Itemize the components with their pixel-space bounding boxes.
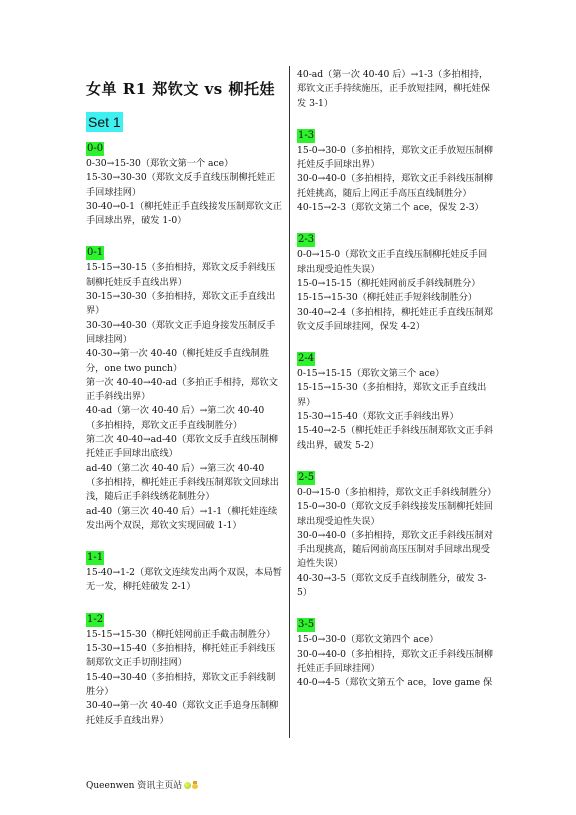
point-description: 30-40→第一次 40-40（郑钦文正手追身压制柳托娃反手直线出界）: [86, 700, 279, 726]
score-group: [297, 612, 493, 690]
column-divider: [289, 66, 290, 738]
set-label: Set 1: [88, 114, 121, 130]
tennis-ball-icon: [184, 782, 191, 789]
point-description: 0-0→15-0（多拍相持，郑钦文正手斜线制胜分）: [297, 486, 497, 498]
point-description: 15-15→15-30（柳托娃网前正手截击制胜分）: [86, 628, 276, 640]
game-score-badge: 3-5: [298, 619, 315, 631]
page-title: 女单 R1 郑钦文 vs 柳托娃: [86, 80, 275, 98]
point-description: 15-40→1-2（郑钦文连续发出两个双误，本局暂无一发，柳托娃破发 2-1）: [86, 567, 282, 593]
game-score-badge: 2-4: [298, 353, 315, 365]
point-description: 15-0→30-0（郑钦文第四个 ace）: [297, 634, 439, 646]
game-score-badge: 2-5: [298, 471, 315, 483]
footer: [86, 780, 198, 792]
game-score-badge: 1-1: [87, 552, 104, 564]
game-score-badge: 1-2: [87, 613, 104, 625]
right-column: [297, 68, 497, 703]
point-description: 15-30→30-30（郑钦文反手直线压制柳托娃正手回球挂网）: [86, 172, 276, 198]
score-group: [86, 240, 282, 533]
right-score-groups: [297, 68, 497, 691]
point-description: 30-0→40-0（多拍相持，郑钦文正手斜线压制柳托娃正手回球挂网）: [297, 648, 493, 674]
score-group: [297, 227, 493, 334]
left-column: [86, 68, 282, 740]
point-description: ad-40（第二次 40-40 后）→第三次 40-40（多拍相持，柳托娃正手斜线压制郑钦文回球出浅，随后正手斜线绣花制胜分）: [86, 462, 279, 503]
point-description: 15-15→15-30（多拍相持，郑钦文正手直线出界）: [297, 382, 487, 408]
game-score-badge: 2-3: [298, 234, 315, 246]
score-group: [297, 346, 493, 453]
point-description: 30-40→0-1（柳托娃正手直线接发压制郑钦文正手回球出界，破发 1-0）: [86, 200, 282, 227]
point-description: 30-30→40-30（郑钦文正手追身接发压制反手回球挂网）: [86, 319, 276, 345]
point-description: 15-30→15-40（多拍相持，柳托娃正手斜线压制郑钦文正手切削挂网）: [86, 643, 276, 669]
point-description: 30-0→40-0（多拍相持，郑钦文正手斜线压制柳托娃挑高，随后上网正手高压直线制胜分）: [297, 173, 493, 199]
point-description: 15-40→30-40（多拍相持，郑钦文正手斜线制胜分）: [86, 671, 276, 697]
score-group: [86, 136, 282, 228]
point-description: 15-0→15-15（柳托娃网前反手斜线制胜分）: [297, 277, 481, 289]
point-description: 0-30→15-30（郑钦文第一个 ace）: [86, 158, 234, 169]
left-score-groups: [86, 136, 282, 728]
game-score-badge: 0-1: [87, 247, 104, 259]
point-description: 0-0→15-0（郑钦文正手直线压制柳托娃反手回球出现受迫性失误）: [297, 249, 488, 275]
point-description: 40-15→2-3（郑钦文第二个 ace，保发 2-3）: [297, 202, 484, 214]
game-score-badge: 0-0: [87, 143, 104, 154]
point-description: 40-30→3-5（郑钦文反手直线制胜分，破发 3-5）: [297, 572, 487, 599]
point-description: ad-40（第三次 40-40 后）→1-1（柳托娃连续发出两个双误，郑钦文实现回破 1-1）: [86, 505, 278, 531]
point-description: 15-0→30-0（郑钦文反手斜线接发压制柳托娃回球出现受迫性失误）: [297, 501, 493, 527]
footer-text: Queenwen 资讯主页站: [86, 781, 183, 791]
point-description: 15-0→30-0（多拍相持，郑钦文正手放短压制柳托娃反手回球出界）: [297, 144, 493, 171]
point-description: 15-40→2-5（柳托娃正手斜线压制郑钦文正手斜线出界，破发 5-2）: [297, 425, 493, 451]
score-group: [297, 123, 493, 215]
point-description: 15-30→15-40（郑钦文正手斜线出界）: [297, 411, 459, 423]
score-group: [86, 607, 282, 728]
point-description: 30-40→2-4（多拍相持，柳托娃正手直线压制郑钦文反手回球挂网，保发 4-2）: [297, 306, 493, 332]
point-description: 第二次 40-40→ad-40（郑钦文反手直线压制柳托娃正手回球出底线）: [86, 434, 278, 460]
point-description: 40-ad（第一次 40-40 后）→第二次 40-40（多拍相持，郑钦文正手直线制胜分）: [86, 405, 265, 431]
point-description: 40-30→第一次 40-40（柳托娃反手直线制胜分，one two punch）: [86, 348, 270, 374]
point-description: 30-0→40-0（多拍相持，郑钦文正手斜线压制对手出现挑高，随后网前高压压制对手回球出现受迫性失误）: [297, 529, 493, 570]
point-description: 15-15→15-30（柳托娃正手短斜线制胜分）: [297, 292, 478, 304]
score-group: [297, 68, 493, 111]
point-description: 15-15→30-15（多拍相持，郑钦文反手斜线压制柳托娃反手直线出界）: [86, 262, 276, 288]
score-group: [86, 545, 282, 595]
point-description: 40-0→4-5（郑钦文第五个 ace，love game 保: [297, 677, 493, 689]
point-description: 0-15→15-15（郑钦文第三个 ace）: [297, 368, 445, 380]
score-group: [297, 465, 497, 600]
medal-icon: [192, 781, 198, 789]
point-description: 30-15→30-30（多拍相持，郑钦文正手直线出界）: [86, 291, 276, 317]
point-description: 40-ad（第一次 40-40 后）→1-3（多拍相持，郑钦文正手持续施压，正手放短挂网，柳托娃保发 3-1）: [297, 69, 490, 109]
point-description: 第一次 40-40→40-ad（多拍正手相持，郑钦文正手斜线出界）: [86, 376, 278, 403]
game-score-badge: 1-3: [298, 129, 315, 141]
